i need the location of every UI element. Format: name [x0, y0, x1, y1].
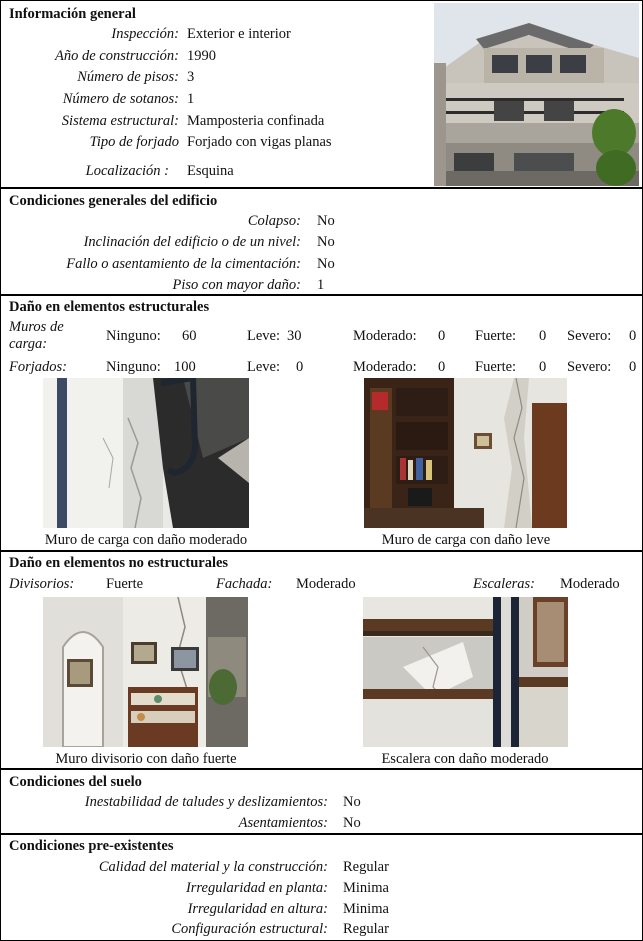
stairs-photo — [363, 597, 568, 747]
walls-fuerte-label: Fuerte: — [475, 328, 517, 344]
bearing-wall-slight-caption: Muro de carga con daño leve — [381, 532, 551, 548]
year-value: 1990 — [187, 48, 216, 64]
basements-label: Número de sotanos: — [62, 91, 179, 107]
plan-irregularity-label: Irregularidad en planta: — [185, 880, 328, 896]
bearing-wall-slight-photo — [364, 378, 567, 528]
nonstructural-damage-title: Daño en elementos no estructurales — [9, 555, 229, 571]
basements-value: 1 — [187, 91, 195, 107]
slabs-fuerte-label: Fuerte: — [475, 359, 517, 375]
structural-system-label: Sistema estructural: — [61, 113, 179, 129]
facade-value: Moderado — [296, 576, 356, 592]
floors-value: 3 — [187, 69, 195, 85]
collapse-value: No — [317, 213, 335, 229]
bearing-wall-moderate-caption: Muro de carga con daño moderado — [44, 532, 248, 548]
location-value: Esquina — [187, 163, 234, 179]
settlement-label: Asentamientos: — [238, 815, 328, 831]
year-label: Año de construcción: — [54, 48, 179, 64]
partition-wall-photo — [43, 597, 248, 747]
collapse-label: Colapso: — [247, 213, 301, 229]
tilt-label: Inclinación del edificio o de un nivel: — [83, 234, 301, 250]
walls-moderado-label: Moderado: — [353, 328, 417, 344]
slabs-ninguno-value: 100 — [174, 359, 196, 375]
walls-label-line2: carga: — [9, 336, 48, 352]
material-quality-label: Calidad del material y la construcción: — [98, 859, 328, 875]
walls-fuerte-value: 0 — [539, 328, 547, 344]
tilt-value: No — [317, 234, 335, 250]
soil-conditions-title: Condiciones del suelo — [9, 774, 142, 790]
walls-label-line1: Muros de — [9, 319, 64, 335]
walls-ninguno-value: 60 — [182, 328, 197, 344]
material-quality-value: Regular — [343, 859, 389, 875]
height-irregularity-label: Irregularidad en altura: — [187, 901, 328, 917]
slabs-moderado-label: Moderado: — [353, 359, 417, 375]
walls-severo-label: Severo: — [567, 328, 612, 344]
building-conditions-section — [1, 189, 642, 296]
partitions-value: Fuerte — [106, 576, 144, 592]
foundation-value: No — [317, 256, 335, 272]
walls-leve-value: 30 — [287, 328, 302, 344]
height-irregularity-value: Minima — [343, 901, 389, 917]
building-conditions-title: Condiciones generales del edificio — [9, 193, 218, 209]
structural-configuration-value: Regular — [343, 921, 389, 937]
walls-ninguno-label: Ninguno: — [106, 328, 161, 344]
slab-type-value: Forjado con vigas planas — [187, 134, 332, 150]
partition-wall-caption: Muro divisorio con daño fuerte — [55, 751, 237, 767]
nonstructural-damage-section — [1, 552, 642, 770]
structural-damage-title: Daño en elementos estructurales — [9, 299, 210, 315]
slabs-severo-label: Severo: — [567, 359, 612, 375]
foundation-label: Fallo o asentamiento de la cimentación: — [66, 256, 301, 272]
slabs-severo-value: 0 — [629, 359, 637, 375]
preexisting-conditions-title: Condiciones pre-existentes — [9, 838, 174, 854]
structural-configuration-label: Configuración estructural: — [171, 921, 328, 937]
inspection-value: Exterior e interior — [187, 26, 291, 42]
walls-moderado-value: 0 — [438, 328, 446, 344]
location-label: Localización : — [85, 163, 169, 179]
walls-severo-value: 0 — [629, 328, 637, 344]
settlement-value: No — [343, 815, 361, 831]
inspection-label: Inspección: — [111, 26, 179, 42]
building-photo — [434, 3, 639, 186]
slabs-label: Forjados: — [9, 359, 67, 375]
slabs-ninguno-label: Ninguno: — [106, 359, 161, 375]
slab-type-label: Tipo de forjado — [89, 134, 179, 150]
stairs-label: Escaleras: — [473, 576, 536, 592]
slabs-fuerte-value: 0 — [539, 359, 547, 375]
slabs-moderado-value: 0 — [438, 359, 446, 375]
most-damaged-floor-label: Piso con mayor daño: — [172, 277, 301, 293]
structural-damage-section — [1, 296, 642, 552]
preexisting-conditions-section — [1, 835, 642, 940]
general-info-title: Información general — [9, 6, 136, 22]
slabs-leve-label: Leve: — [247, 359, 281, 375]
soil-conditions-section — [1, 770, 642, 835]
slope-instability-label: Inestabilidad de taludes y deslizamientos: — [84, 794, 328, 810]
most-damaged-floor-value: 1 — [317, 277, 325, 293]
slope-instability-value: No — [343, 794, 361, 810]
facade-label: Fachada: — [216, 576, 273, 592]
plan-irregularity-value: Minima — [343, 880, 389, 896]
general-info-section — [1, 1, 642, 189]
stairs-caption: Escalera con daño moderado — [381, 751, 549, 767]
partitions-label: Divisorios: — [9, 576, 75, 592]
slabs-leve-value: 0 — [296, 359, 304, 375]
floors-label: Número de pisos: — [77, 69, 179, 85]
structural-system-value: Mamposteria confinada — [187, 113, 325, 129]
walls-leve-label: Leve: — [247, 328, 281, 344]
stairs-value: Moderado — [560, 576, 620, 592]
bearing-wall-moderate-photo — [43, 378, 249, 528]
